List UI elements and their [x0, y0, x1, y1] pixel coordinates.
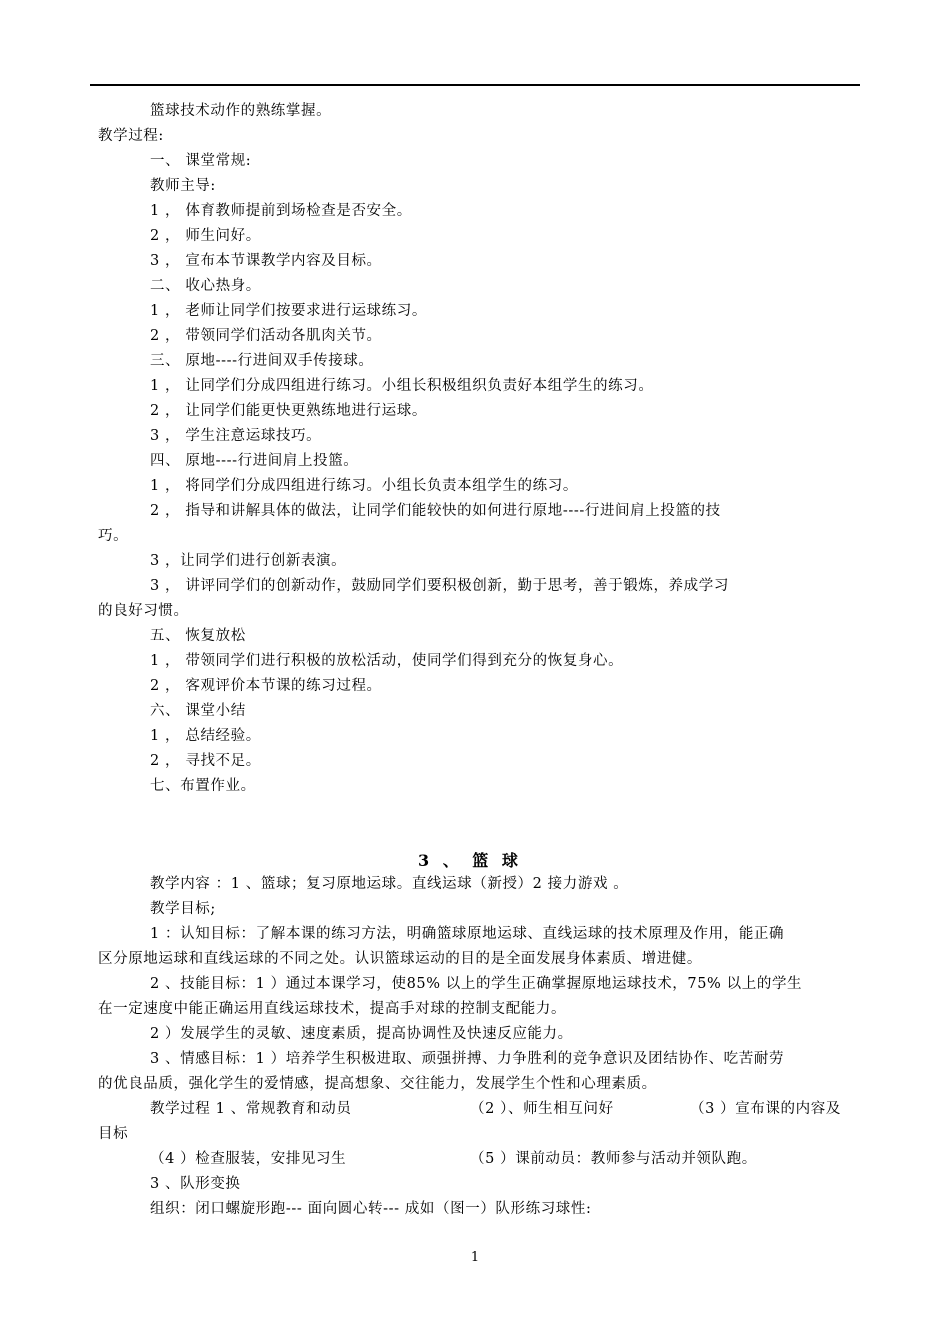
text-line: （3 ）宣布课的内容及 [690, 1101, 841, 1117]
list-item: 2 ， 让同学们能更快更熟练地进行运球。 [150, 403, 427, 419]
section-title: 3 、 篮 球 [418, 851, 522, 870]
text-line: 目标 [98, 1126, 129, 1142]
list-item-continuation: 巧。 [98, 528, 129, 544]
section-heading: 六、 课堂小结 [150, 703, 246, 719]
list-item: 1 ， 将同学们分成四组进行练习。小组长负责本组学生的练习。 [150, 478, 578, 494]
text-line: 教学内容 ：1 、篮球；复习原地运球。直线运球（新授）2 接力游戏 。 [150, 876, 629, 892]
text-line: 教学过程 1 、常规教育和动员 [150, 1101, 352, 1117]
section-heading: 五、 恢复放松 [150, 628, 246, 644]
text-line: 教学过程: [98, 128, 164, 144]
list-item: 2 ， 师生问好。 [150, 228, 261, 244]
section-heading: 七、布置作业。 [150, 778, 256, 794]
list-item: 3 ， 讲评同学们的创新动作，鼓励同学们要积极创新，勤于思考，善于锻炼，养成学习 [150, 578, 729, 594]
list-item: 2 ， 指导和讲解具体的做法，让同学们能较快的如何进行原地----行进间肩上投篮的技 [150, 503, 721, 519]
list-item: 1 ， 总结经验。 [150, 728, 261, 744]
text-line: 篮球技术动作的熟练掌握。 [150, 103, 332, 119]
text-line: （4 ）检查服装，安排见习生 [150, 1151, 347, 1167]
list-item: 2 ， 寻找不足。 [150, 753, 261, 769]
text-line: 2 、技能目标：1 ）通过本课学习，使85% 以上的学生正确掌握原地运球技术，75% 以上的学生 [150, 976, 803, 992]
list-item: 1 ， 带领同学们进行积极的放松活动，使同学们得到充分的恢复身心。 [150, 653, 624, 669]
section-heading: 四、 原地----行进间肩上投篮。 [150, 453, 359, 469]
list-item: 1 ， 体育教师提前到场检查是否安全。 [150, 203, 412, 219]
text-line: 3 、情感目标：1 ）培养学生积极进取、顽强拼搏、力争胜利的竞争意识及团结协作、吃苦耐劳 [150, 1051, 785, 1067]
list-item-continuation: 的良好习惯。 [98, 603, 189, 619]
text-line: 1 ：认知目标：了解本课的练习方法，明确篮球原地运球、直线运球的技术原理及作用，能正确 [150, 926, 785, 942]
text-line: 在一定速度中能正确运用直线运球技术，提高手对球的控制支配能力。 [98, 1001, 567, 1017]
header-rule [90, 84, 860, 86]
text-line: 区分原地运球和直线运球的不同之处。认识篮球运动的目的是全面发展身体素质、增进健。 [98, 951, 702, 967]
text-line: （5 ）课前动员：教师参与活动并领队跑。 [470, 1151, 757, 1167]
text-line: 组织：闭口螺旋形跑--- 面向圆心转--- 成如（图一）队形练习球性: [150, 1201, 592, 1217]
list-item: 2 ， 客观评价本节课的练习过程。 [150, 678, 382, 694]
section-heading: 二、 收心热身。 [150, 278, 261, 294]
page-number: 1 [470, 1250, 480, 1265]
list-item: 3 ，让同学们进行创新表演。 [150, 553, 347, 569]
list-item: 2 ， 带领同学们活动各肌肉关节。 [150, 328, 382, 344]
text-line: 的优良品质，强化学生的爱情感，提高想象、交往能力，发展学生个性和心理素质。 [98, 1076, 657, 1092]
text-line: （2 ）、师生相互问好 [470, 1101, 614, 1117]
text-line: 2 ）发展学生的灵敏、速度素质，提高协调性及快速反应能力。 [150, 1026, 573, 1042]
list-item: 3 ， 学生注意运球技巧。 [150, 428, 322, 444]
list-item: 3 ， 宣布本节课教学内容及目标。 [150, 253, 382, 269]
list-item: 1 ， 老师让同学们按要求进行运球练习。 [150, 303, 427, 319]
section-heading: 一、 课堂常规: [150, 153, 252, 169]
text-line: 教学目标; [150, 901, 216, 917]
section-heading: 三、 原地----行进间双手传接球。 [150, 353, 374, 369]
text-line: 3 、队形变换 [150, 1176, 241, 1192]
list-item: 1 ， 让同学们分成四组进行练习。小组长积极组织负责好本组学生的练习。 [150, 378, 654, 394]
text-line: 教师主导: [150, 178, 216, 194]
